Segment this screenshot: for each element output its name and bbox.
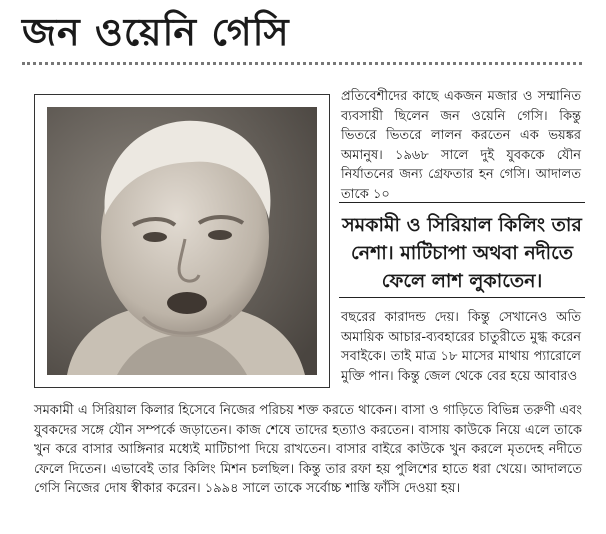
article-paragraph-intro: প্রতিবেশীদের কাছে একজন মজার ও সম্মানিত ব্যবসায়ী ছিলেন জন ওয়েনি গেসি। কিন্তু ভিতরে ভিতরে লালন করতেন এক ভয়ঙ্কর অমানুষ। ১৯৬৮ সালে দুই যুবককে যৌন নির্যাতনের জন্য গ্রেফতার হন গেসি। আদালত তাকে ১০: [341, 89, 581, 202]
portrait-photo: [47, 107, 317, 375]
article-paragraph-full: সমকামী এ সিরিয়াল কিলার হিসেবে নিজের পরিচয় শক্ত করতে থাকেন। বাসা ও গাড়িতে বিভিন্ন তরুণী এবং যুবকদের সঙ্গে যৌন সম্পর্কে জড়াতেন। কাজ শেষে তাদের হত্যাও করতেন। বাসায় কাউকে নিয়ে এলে তাকে খুন করে বাসার আঙ্গিনার মধ্যেই মাটিচাপা দিয়ে রাখতেন। বাসার বাইরে কাউকে খুন করলে মৃতদেহ নদীতে ফেলে দিতেন। এভাবেই তার কিলিং মিশন চলছিল। কিন্তু তার রফা হয় পুলিশের হাতে ধরা খেয়ে। আদালতে গেসি নিজের দোষ স্বীকার করেন। ১৯৯৪ সালে তাকে সর্বোচ্চ শাস্তি ফাঁসি দেওয়া হয়।: [34, 403, 582, 496]
headline: জন ওয়েনি গেসি: [22, 10, 290, 54]
article-paragraph-middle: বছরের কারাদন্ড দেয়। কিন্তু সেখানেও অতি অমায়িক আচার-ব্যবহারের চাতুরীতে মুগ্ধ করেন সবাইকে। তাই মাত্র ১৮ মাসের মাথায় প্যারোলে মুক্তি পান। কিন্তু জেল থেকে বের হয়ে আবারও: [341, 310, 581, 384]
photo-frame: [34, 94, 330, 388]
headline-divider: [22, 62, 582, 65]
pull-quote: সমকামী ও সিরিয়াল কিলিং তার নেশা। মাটিচাপা অথবা নদীতে ফেলে লাশ লুকাতেন।: [339, 202, 585, 298]
